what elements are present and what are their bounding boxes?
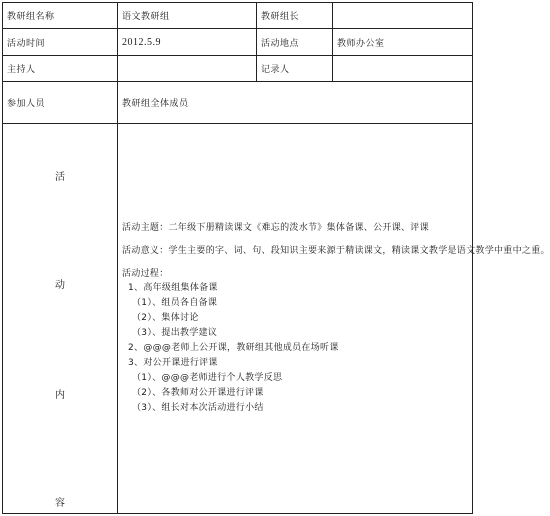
process-step-1-sub-3: （3）、提出教学建议: [132, 327, 218, 338]
row-group-name: [3, 3, 473, 29]
activity-location-value: 教师办公室: [333, 29, 473, 56]
row-activity-time: [3, 29, 473, 56]
content-body: [118, 124, 550, 514]
recorder-value: [333, 56, 473, 82]
activity-theme: 活动主题：二年级下册精读课文《难忘的泼水节》集体备课、公开课、评课: [122, 222, 429, 233]
process-step-3-sub-1: （1）、@@@老师进行个人教学反思: [132, 372, 283, 383]
group-name-value: 语文教研组: [118, 3, 257, 29]
activity-significance: 活动意义：学生主要的字、词、句、段知识主要来源于精读课文，精读课文教学是语文教学中重中之重。: [122, 245, 550, 256]
row-participants: [3, 82, 473, 124]
process-step-1-sub-2: （2）、集体讨论: [132, 312, 199, 323]
activity-location-label: 活动地点: [257, 29, 333, 56]
group-leader-label: 教研组长: [257, 3, 333, 29]
row-activity-content: [3, 124, 473, 514]
process-step-2: 2、@@@老师上公开课，教研组其他成员在场听课: [128, 342, 339, 353]
process-step-3: 3、对公开课进行评课: [128, 357, 218, 368]
activity-record-table: [2, 2, 550, 514]
recorder-label: 记录人: [257, 56, 333, 82]
process-step-3-sub-2: （2）、各教师对公开课进行评课: [132, 387, 264, 398]
process-step-1-sub-1: （1）、组员各自备课: [132, 297, 218, 308]
side-char-4: 容: [55, 498, 65, 509]
group-leader-value: [333, 3, 473, 29]
participants-label: 参加人员: [3, 82, 118, 124]
group-name-label: 教研组名称: [3, 3, 118, 29]
content-side-label: [3, 124, 118, 514]
activity-process-title: 活动过程：: [122, 268, 169, 279]
row-host: [3, 56, 473, 82]
activity-time-value: 2012.5.9: [118, 29, 257, 56]
participants-value: 教研组全体成员: [118, 82, 473, 124]
activity-time-label: 活动时间: [3, 29, 118, 56]
side-char-2: 动: [55, 280, 65, 291]
process-step-1: 1、高年级组集体备课: [128, 282, 218, 293]
process-step-3-sub-3: （3）、组长对本次活动进行小结: [132, 402, 264, 413]
host-label: 主持人: [3, 56, 118, 82]
side-char-3: 内: [55, 390, 65, 401]
side-char-1: 活: [55, 172, 65, 183]
host-value: [118, 56, 257, 82]
